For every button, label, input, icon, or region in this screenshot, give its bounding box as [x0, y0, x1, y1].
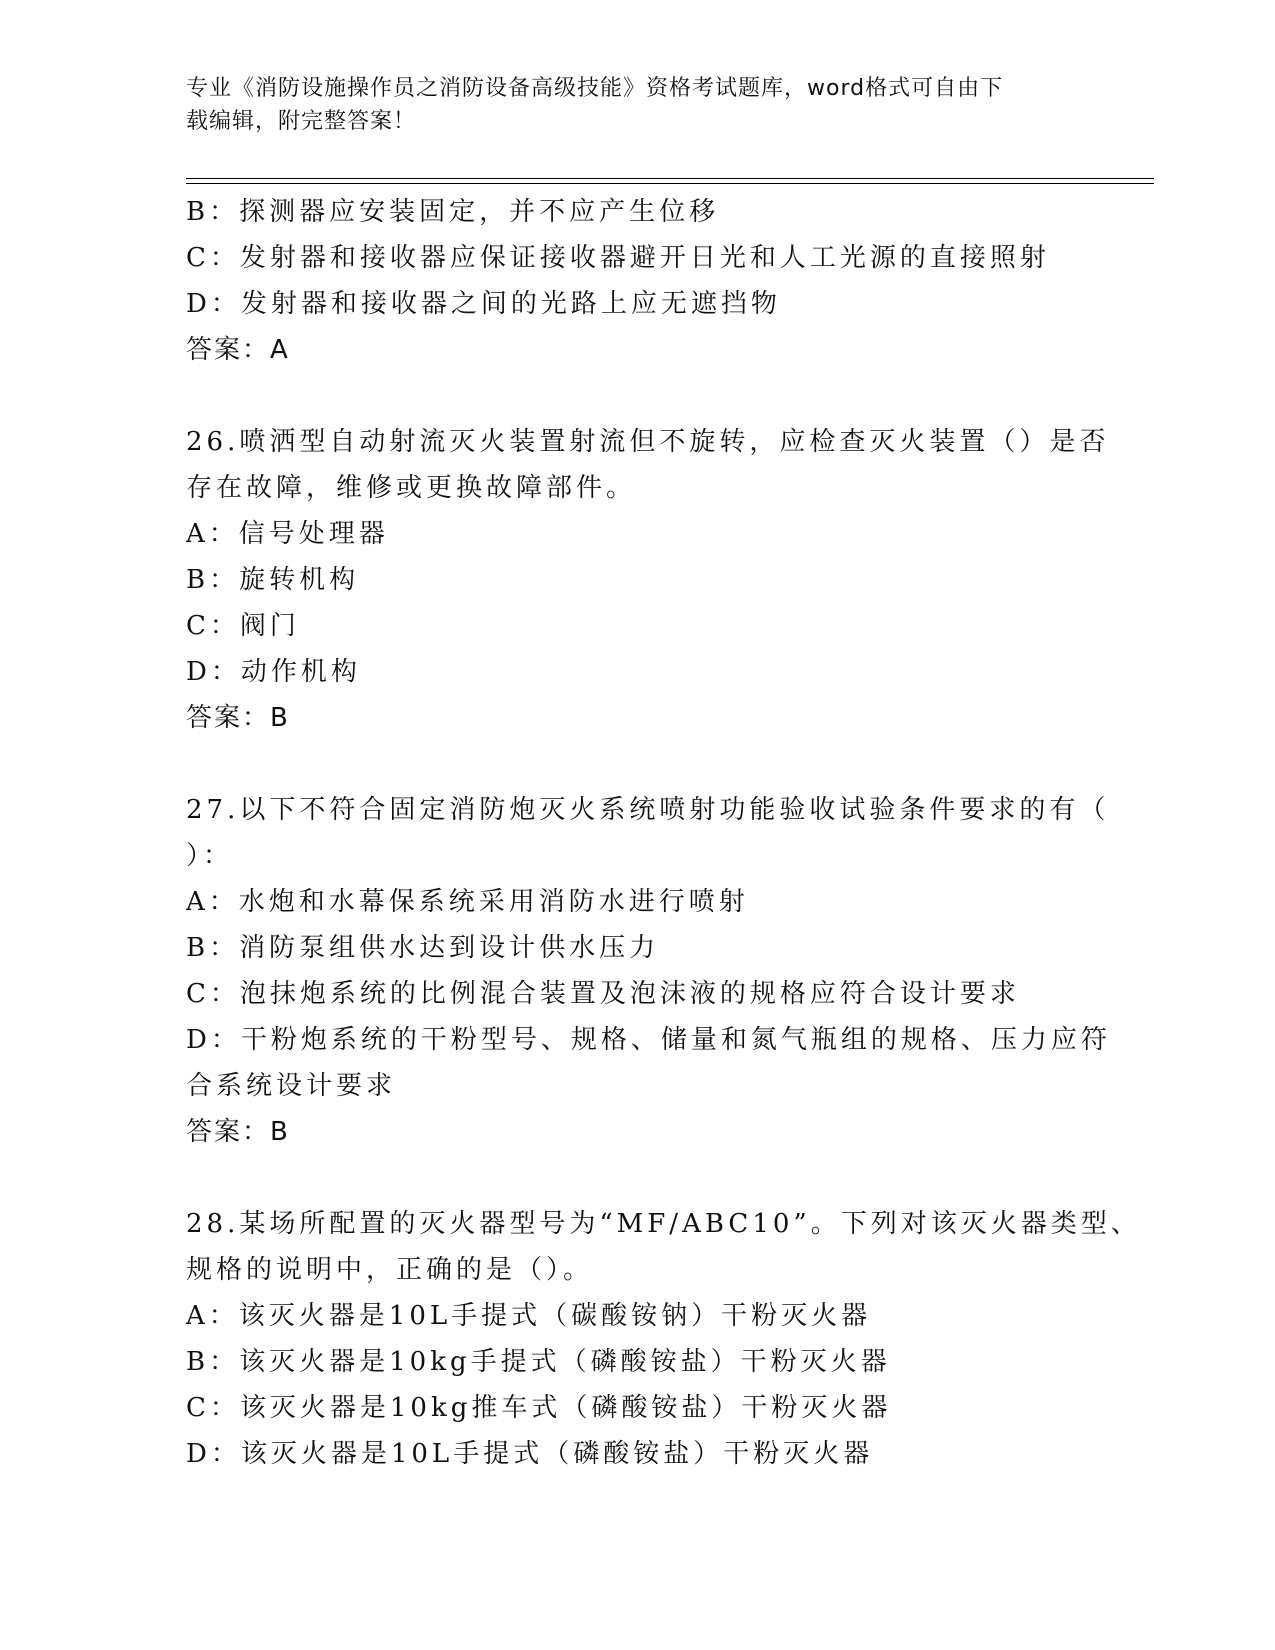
option-a: A：该灭火器是10L手提式（碳酸铵钠）干粉灭火器	[186, 1301, 872, 1331]
answer: 答案：A	[186, 335, 290, 365]
option-d: D：干粉炮系统的干粉型号、规格、储量和氮气瓶组的规格、压力应符	[186, 1025, 1111, 1055]
option-c: C：该灭火器是10kg推车式（磷酸铵盐）干粉灭火器	[186, 1393, 892, 1423]
answer: 答案：B	[186, 703, 290, 733]
option-a: A：水炮和水幕保系统采用消防水进行喷射	[186, 887, 749, 917]
option-d: D：动作机构	[186, 657, 361, 687]
question-stem: 28.某场所配置的灭火器型号为“MF/ABC10”。下列对该灭火器类型、	[186, 1209, 1141, 1239]
option-d: D：该灭火器是10L手提式（磷酸铵盐）干粉灭火器	[186, 1439, 874, 1469]
header-rule-bottom	[186, 183, 1154, 184]
question-27	[186, 787, 1111, 1155]
question-stem-cont: 存在故障，维修或更换故障部件。	[186, 473, 637, 503]
header-rule-top	[186, 178, 1154, 179]
question-stem: 26.喷洒型自动射流灭火装置射流但不旋转，应检查灭火装置（）是否	[186, 427, 1110, 457]
question-stem-cont: ）：	[186, 841, 234, 871]
document-header	[186, 72, 1066, 138]
option-a: A：信号处理器	[186, 519, 389, 549]
question-26	[186, 419, 1110, 741]
question-stem-cont: 规格的说明中，正确的是（）。	[186, 1255, 594, 1285]
option-b: B：旋转机构	[186, 565, 360, 595]
option-c: C：泡抹炮系统的比例混合装置及泡沫液的规格应符合设计要求	[186, 979, 1020, 1009]
option-b: B：探测器应安装固定，并不应产生位移	[186, 197, 720, 227]
option-c: C：阀门	[186, 611, 300, 641]
answer: 答案：B	[186, 1117, 290, 1147]
question-content	[186, 189, 1141, 1477]
header-line-2: 载编辑，附完整答案！	[186, 109, 417, 134]
option-b: B：该灭火器是10kg手提式（磷酸铵盐）干粉灭火器	[186, 1347, 891, 1377]
header-line-1: 专业《消防设施操作员之消防设备高级技能》资格考试题库，word格式可自由下	[186, 76, 1004, 101]
question-25	[186, 189, 1066, 373]
option-d-cont: 合系统设计要求	[186, 1071, 397, 1101]
option-b: B：消防泵组供水达到设计供水压力	[186, 933, 660, 963]
question-stem: 27.以下不符合固定消防炮灭火系统喷射功能验收试验条件要求的有（	[186, 795, 1110, 825]
option-c: C：发射器和接收器应保证接收器避开日光和人工光源的直接照射	[186, 243, 1050, 273]
question-28	[186, 1201, 1141, 1477]
option-d: D：发射器和接收器之间的光路上应无遮挡物	[186, 289, 781, 319]
